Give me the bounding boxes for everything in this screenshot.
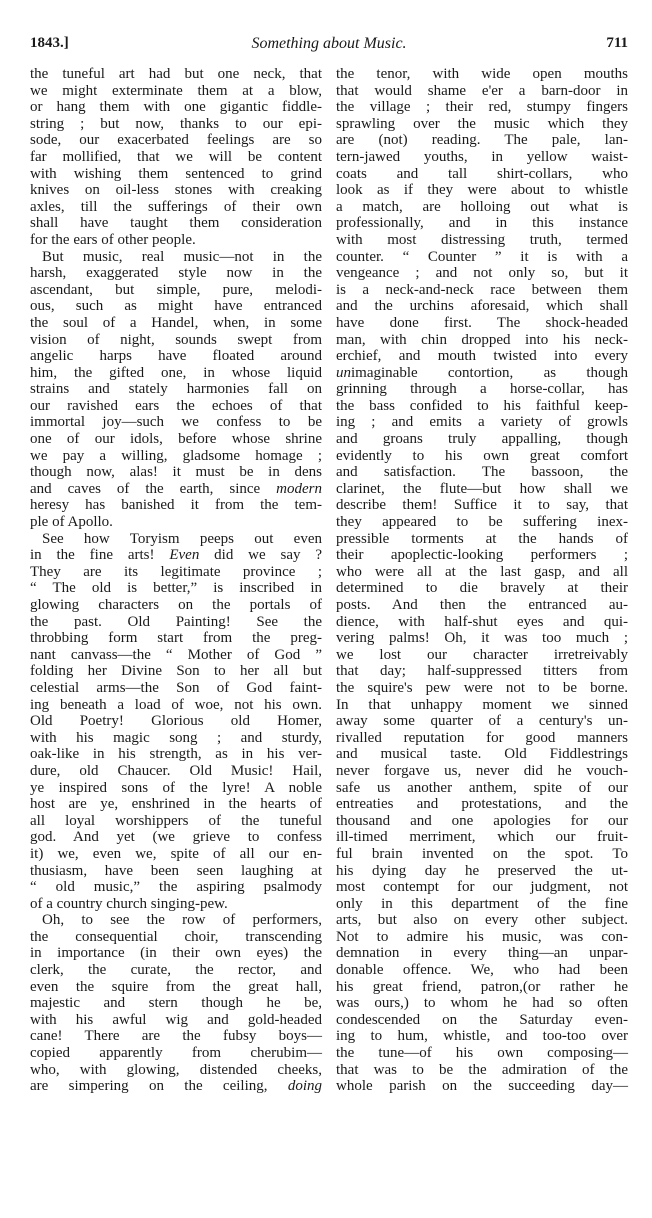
header-title: Something about Music. [251,35,407,52]
text-line: ing ; and emits a variety of growls [336,414,628,431]
text-line: tern-jawed youths, in yellow waist- [336,148,628,165]
text-line: host are ye, enshrined in the hearts of [30,796,322,813]
text-line: are simpering on the ceiling, doing [30,1078,322,1095]
text-line: have done first. The shock-headed [336,314,628,331]
text-line: oak-like in his strength, as in his ver- [30,746,322,763]
text-line: donable offence. We, who had been [336,962,628,979]
text-line: are (not) reading. The pale, lan- [336,132,628,149]
text-line: the squire's pew were not to be borne. [336,679,628,696]
text-line: safe us another anthem, spite of our [336,779,628,796]
text-line: and groans truly appalling, though [336,431,628,448]
text-line: or hang them with one gigantic fiddle- [30,99,322,116]
italic-text: un [336,364,351,381]
text-line: entreaties and protestations, and the [336,796,628,813]
text-line: his great friend, patron,(or rather he [336,978,628,995]
text-line: heresy has banished it from the tem- [30,497,322,514]
text-line: they appeared to be suffering inex- [336,514,628,531]
text-line: one of our idols, before whose shrine [30,431,322,448]
text-line: the village ; their red, stumpy fingers [336,99,628,116]
text-line: it) we, even we, spite of all our en- [30,845,322,862]
text-line: glowing characters on the portals of [30,597,322,613]
text-line: their apoplectic-looking performers ; [336,547,628,564]
text-line: ill-timed merriment, which our fruit- [336,829,628,846]
text-line: counter. “ Counter ” it is with a [336,248,628,265]
text-line: Oh, to see the row of performers, [42,912,322,929]
text-line: rivalled reputation for good manners [336,729,628,746]
header-year: 1843.] [30,35,69,51]
text-line: condescended on the Saturday even- [336,1011,628,1028]
text-line: him, the gifted one, in whose liquid [30,364,322,381]
text-line: See how Toryism peeps out even [42,530,322,547]
text-line: god. And yet (we grieve to confess [30,829,322,846]
text-line: was ours,) to whom he had so often [336,995,628,1012]
page-number: 711 [606,35,628,51]
text-line: Not to admire his music, was con- [336,928,628,945]
text-line: away some quarter of a century's un- [336,713,628,730]
text-line: even the squire from the great hall, [30,978,322,995]
text-line: who, with glowing, distended cheeks, [30,1061,322,1078]
text-column-right [336,66,628,1095]
text-line: copied apparently from cherubim— [30,1045,322,1062]
text-line: we lost our character irretreivably [336,646,628,663]
text-line: never forgave us, never did he vouch- [336,762,628,779]
text-line: vengeance ; and not only so, but it [336,265,628,282]
text-line: harsh, exaggerated style now in the [30,265,322,282]
text-line: all loyal worshippers of the tuneful [30,812,322,829]
text-line: thousand and one apologies for our [336,812,628,829]
text-line: “ old music,” the aspiring psalmody [30,879,322,896]
text-line: and the urchins aforesaid, which shall [336,298,628,315]
text-line: dure, old Chaucer. Old Music! Hail, [30,762,322,779]
text-line: sode, our exacerbated feelings are so [30,132,322,149]
text-line: string ; but now, thanks to our epi- [30,115,322,132]
text-line: clerk, the curate, the rector, and [30,962,322,979]
text-line: They are its legitimate province ; [30,563,322,580]
text-line: majestic and stern though he be, [30,995,322,1012]
text-line: immortal joy—such we confess to be [30,414,322,431]
text-line: his dying day he preserved the ut- [336,862,628,879]
text-line: professionally, and in this instance [336,215,628,232]
text-line: angelic harps have floated around [30,348,322,365]
text-line: grinning through a horse-collar, has [336,381,628,398]
text-line: and musical taste. Old Fiddlestrings [336,746,628,763]
running-header [30,35,628,55]
text-line: a match, are holloing out what is [336,198,628,215]
text-line: clarinet, the flute—but how shall we [336,480,628,497]
text-line: look as if they were about to whistle [336,182,628,199]
text-line: ye inspired sons of the lyre! A noble [30,779,322,796]
text-line: vering palms! Oh, it was too much ; [336,630,628,647]
text-line: demnation in every thing—an unpar- [336,945,628,962]
text-line: with his magic song ; and sturdy, [30,729,322,746]
text-line: the bass confided to his faithful keep- [336,397,628,414]
text-line: cane! There are the fubsy boys— [30,1028,322,1045]
text-line: strains and stately harmonies fall on [30,381,322,398]
text-line: with his awful wig and gold-headed [30,1011,322,1028]
text-line: arts, but also on every other subject. [336,912,628,929]
text-line: our ravished ears the echoes of that [30,397,322,414]
text-line: most contempt for our judgment, not [336,879,628,896]
text-line: with wishing them sentenced to grind [30,165,322,182]
text-line: In that unhappy moment we sinned [336,696,628,713]
text-line: nant canvass—the “ Mother of God ” [30,646,322,663]
text-line: But music, real music—not in the [42,248,322,265]
text-line: determined to die bravely at their [336,580,628,597]
text-line: whole parish on the succeeding day— [336,1078,628,1095]
text-line: ple of Apollo. [30,514,113,531]
text-line: that was to be the admiration of the [336,1061,628,1078]
text-line: the consequential choir, transcending [30,928,322,945]
text-line: erchief, and mouth twisted into every [336,348,628,365]
text-line: axles, till the sufferings of their own [30,198,322,215]
text-line: ous, such as might have entranced [30,298,322,315]
text-line: thusiasm, have been seen laughing at [30,862,322,879]
text-line: the tenor, with wide open mouths [336,66,628,82]
text-line: unimaginable contortion, as though [336,364,628,381]
text-line: pressible torments at the hands of [336,530,628,547]
text-line: that would shame e'er a barn-door in [336,82,628,99]
text-line: we might exterminate them at a blow, [30,82,322,99]
italic-text: Even [169,547,200,564]
text-line: throbbing form start from the preg- [30,630,322,647]
text-line: Old Poetry! Glorious old Homer, [30,713,322,730]
text-line: shall have taught them consideration [30,215,322,232]
text-line: folding her Divine Son to her all but [30,663,322,680]
text-line: man, with chin dropped into his neck- [336,331,628,348]
text-line: describe them! Suffice it to say, that [336,497,628,514]
text-line: though now, alas! it must be in dens [30,464,322,481]
text-line: and satisfaction. The bassoon, the [336,464,628,481]
text-line: and caves of the earth, since modern [30,480,322,497]
text-line: vision of night, sounds swept from [30,331,322,348]
text-line: “ The old is better,” is inscribed in [30,580,322,597]
text-line: dience, with half-shut eyes and qui- [336,613,628,630]
text-line: the soul of a Handel, when, in some [30,314,322,331]
text-column-left [30,66,322,1095]
text-line: for the ears of other people. [30,231,196,248]
text-line: the past. Old Painting! See the [30,613,322,630]
text-line: in importance (in their own eyes) the [30,945,322,962]
text-line: that day; half-suppressed titters from [336,663,628,680]
text-line: posts. And then the entranced au- [336,597,628,613]
text-line: ascendant, but simple, pure, melodi- [30,281,322,298]
text-line: with most distressing truth, termed [336,231,628,248]
text-line: far mollified, that we will be content [30,148,322,165]
text-line: celestial arms—the Son of God faint- [30,679,322,696]
text-line: knives on oil-less stones with creaking [30,182,322,199]
text-line: evidently to his own great comfort [336,447,628,464]
italic-text: modern [276,480,322,497]
text-line: ing to hum, whistle, and too-too over [336,1028,628,1045]
text-line: the tuneful art had but one neck, that [30,66,322,82]
text-line: ful brain invented on the spot. To [336,845,628,862]
text-line: in the fine arts! Even did we say ? [30,547,323,564]
text-line: coats and tall shirt-collars, who [336,165,628,182]
text-line: of a country church singing-pew. [30,895,228,912]
text-line: is a neck-and-neck race between them [336,281,628,298]
text-line: who were all at the last gasp, and all [336,563,628,580]
text-line: only in this department of the fine [336,895,628,912]
italic-text: doing [287,1078,322,1095]
text-line: the tune—of his own composing— [336,1045,628,1062]
text-line: sprawling over the music which they [336,115,628,132]
text-line: ing beneath a load of woe, not his own. [30,696,322,713]
text-line: we pay a willing, gladsome homage ; [30,447,322,464]
